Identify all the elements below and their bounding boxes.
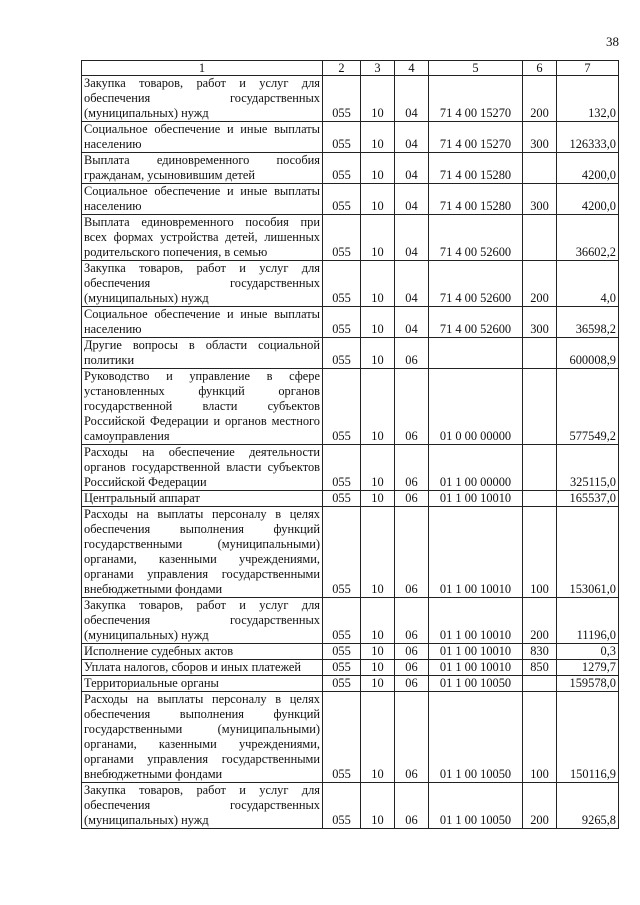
type-cell xyxy=(523,491,557,507)
code-cell: 71 4 00 15270 xyxy=(429,76,523,122)
type-cell: 300 xyxy=(523,184,557,215)
table-row xyxy=(82,598,619,644)
type-cell: 850 xyxy=(523,660,557,676)
col2-cell: 055 xyxy=(323,692,361,783)
type-cell: 200 xyxy=(523,76,557,122)
amount-cell: 9265,8 xyxy=(557,783,619,829)
column-header: 3 xyxy=(361,61,395,76)
column-header: 2 xyxy=(323,61,361,76)
row-name-cell: Закупка товаров, работ и услуг для обеспечения государственных (муниципальных) нужд xyxy=(82,783,323,829)
col4-cell: 04 xyxy=(395,122,429,153)
code-cell: 71 4 00 52600 xyxy=(429,307,523,338)
budget-table xyxy=(81,60,619,829)
code-cell: 71 4 00 52600 xyxy=(429,261,523,307)
col3-cell: 10 xyxy=(361,76,395,122)
code-cell: 01 0 00 00000 xyxy=(429,369,523,445)
page-number: 38 xyxy=(606,34,619,49)
col2-cell: 055 xyxy=(323,660,361,676)
row-name-cell: Социальное обеспечение и иные выплаты населению xyxy=(82,184,323,215)
amount-cell: 325115,0 xyxy=(557,445,619,491)
col4-cell: 06 xyxy=(395,491,429,507)
row-name-cell: Исполнение судебных актов xyxy=(82,644,323,660)
col3-cell: 10 xyxy=(361,184,395,215)
code-cell: 01 1 00 10010 xyxy=(429,660,523,676)
table-row xyxy=(82,644,619,660)
amount-cell: 159578,0 xyxy=(557,676,619,692)
col4-cell: 06 xyxy=(395,369,429,445)
amount-cell: 36602,2 xyxy=(557,215,619,261)
amount-cell: 132,0 xyxy=(557,76,619,122)
amount-cell: 165537,0 xyxy=(557,491,619,507)
table-row xyxy=(82,261,619,307)
code-cell: 01 1 00 10010 xyxy=(429,491,523,507)
row-name-cell: Территориальные органы xyxy=(82,676,323,692)
code-cell: 71 4 00 15280 xyxy=(429,184,523,215)
amount-cell: 1279,7 xyxy=(557,660,619,676)
col3-cell: 10 xyxy=(361,676,395,692)
amount-cell: 4200,0 xyxy=(557,184,619,215)
code-cell: 01 1 00 10010 xyxy=(429,507,523,598)
col3-cell: 10 xyxy=(361,660,395,676)
col2-cell: 055 xyxy=(323,184,361,215)
code-cell: 71 4 00 15270 xyxy=(429,122,523,153)
code-cell: 01 1 00 10050 xyxy=(429,692,523,783)
table-header-row xyxy=(82,61,619,76)
col2-cell: 055 xyxy=(323,507,361,598)
col3-cell: 10 xyxy=(361,783,395,829)
row-name-cell: Расходы на выплаты персоналу в целях обеспечения выполнения функций государственными (муниципальными) органами, казенными учреждениями, органами управления государственными внебюджетными фондами xyxy=(82,507,323,598)
col2-cell: 055 xyxy=(323,76,361,122)
col4-cell: 06 xyxy=(395,507,429,598)
row-name-cell: Закупка товаров, работ и услуг для обеспечения государственных (муниципальных) нужд xyxy=(82,598,323,644)
type-cell xyxy=(523,338,557,369)
row-name-cell: Расходы на обеспечение деятельности органов государственной власти субъектов Российской Федерации xyxy=(82,445,323,491)
col2-cell: 055 xyxy=(323,783,361,829)
col2-cell: 055 xyxy=(323,153,361,184)
table-row xyxy=(82,491,619,507)
col3-cell: 10 xyxy=(361,507,395,598)
table-row xyxy=(82,445,619,491)
col4-cell: 06 xyxy=(395,598,429,644)
col3-cell: 10 xyxy=(361,338,395,369)
row-name-cell: Социальное обеспечение и иные выплаты населению xyxy=(82,307,323,338)
row-name-cell: Социальное обеспечение и иные выплаты населению xyxy=(82,122,323,153)
type-cell xyxy=(523,676,557,692)
amount-cell: 4,0 xyxy=(557,261,619,307)
col3-cell: 10 xyxy=(361,122,395,153)
code-cell xyxy=(429,338,523,369)
type-cell: 300 xyxy=(523,307,557,338)
column-header: 7 xyxy=(557,61,619,76)
amount-cell: 0,3 xyxy=(557,644,619,660)
code-cell: 71 4 00 15280 xyxy=(429,153,523,184)
code-cell: 01 1 00 10050 xyxy=(429,676,523,692)
type-cell xyxy=(523,153,557,184)
row-name-cell: Выплата единовременного пособия гражданам, усыновившим детей xyxy=(82,153,323,184)
col4-cell: 06 xyxy=(395,445,429,491)
amount-cell: 153061,0 xyxy=(557,507,619,598)
col2-cell: 055 xyxy=(323,491,361,507)
row-name-cell: Центральный аппарат xyxy=(82,491,323,507)
col4-cell: 06 xyxy=(395,660,429,676)
table-row xyxy=(82,122,619,153)
col4-cell: 06 xyxy=(395,783,429,829)
col4-cell: 04 xyxy=(395,184,429,215)
amount-cell: 577549,2 xyxy=(557,369,619,445)
table-row xyxy=(82,184,619,215)
table-row xyxy=(82,307,619,338)
table-row xyxy=(82,338,619,369)
code-cell: 01 1 00 10010 xyxy=(429,644,523,660)
type-cell: 830 xyxy=(523,644,557,660)
col3-cell: 10 xyxy=(361,369,395,445)
col2-cell: 055 xyxy=(323,307,361,338)
col2-cell: 055 xyxy=(323,338,361,369)
amount-cell: 36598,2 xyxy=(557,307,619,338)
col2-cell: 055 xyxy=(323,369,361,445)
row-name-cell: Закупка товаров, работ и услуг для обеспечения государственных (муниципальных) нужд xyxy=(82,76,323,122)
col4-cell: 06 xyxy=(395,692,429,783)
column-header: 5 xyxy=(429,61,523,76)
table-row xyxy=(82,369,619,445)
type-cell: 200 xyxy=(523,783,557,829)
type-cell: 200 xyxy=(523,598,557,644)
row-name-cell: Руководство и управление в сфере установленных функций органов государственной власти субъектов Российской Федерации и органов местного самоуправления xyxy=(82,369,323,445)
code-cell: 01 1 00 10050 xyxy=(429,783,523,829)
col4-cell: 04 xyxy=(395,307,429,338)
table-row xyxy=(82,660,619,676)
col4-cell: 04 xyxy=(395,261,429,307)
amount-cell: 11196,0 xyxy=(557,598,619,644)
col3-cell: 10 xyxy=(361,491,395,507)
col4-cell: 06 xyxy=(395,676,429,692)
col4-cell: 04 xyxy=(395,215,429,261)
code-cell: 71 4 00 52600 xyxy=(429,215,523,261)
type-cell: 100 xyxy=(523,507,557,598)
amount-cell: 150116,9 xyxy=(557,692,619,783)
type-cell: 100 xyxy=(523,692,557,783)
amount-cell: 126333,0 xyxy=(557,122,619,153)
table-row xyxy=(82,507,619,598)
col3-cell: 10 xyxy=(361,445,395,491)
type-cell xyxy=(523,369,557,445)
col4-cell: 06 xyxy=(395,644,429,660)
col3-cell: 10 xyxy=(361,215,395,261)
table-row xyxy=(82,692,619,783)
table-row xyxy=(82,215,619,261)
col3-cell: 10 xyxy=(361,692,395,783)
col4-cell: 06 xyxy=(395,338,429,369)
col2-cell: 055 xyxy=(323,215,361,261)
table-row xyxy=(82,153,619,184)
table-row xyxy=(82,76,619,122)
col2-cell: 055 xyxy=(323,644,361,660)
col3-cell: 10 xyxy=(361,261,395,307)
col3-cell: 10 xyxy=(361,307,395,338)
column-header: 1 xyxy=(82,61,323,76)
code-cell: 01 1 00 10010 xyxy=(429,598,523,644)
type-cell xyxy=(523,215,557,261)
col2-cell: 055 xyxy=(323,598,361,644)
row-name-cell: Другие вопросы в области социальной политики xyxy=(82,338,323,369)
table-row xyxy=(82,676,619,692)
column-header: 6 xyxy=(523,61,557,76)
col2-cell: 055 xyxy=(323,261,361,307)
col2-cell: 055 xyxy=(323,122,361,153)
row-name-cell: Выплата единовременного пособия при всех формах устройства детей, лишенных родительского попечения, в семью xyxy=(82,215,323,261)
col3-cell: 10 xyxy=(361,644,395,660)
type-cell: 200 xyxy=(523,261,557,307)
table-row xyxy=(82,783,619,829)
col4-cell: 04 xyxy=(395,76,429,122)
row-name-cell: Расходы на выплаты персоналу в целях обеспечения выполнения функций государственными (муниципальными) органами, казенными учреждениями, органами управления государственными внебюджетными фондами xyxy=(82,692,323,783)
row-name-cell: Закупка товаров, работ и услуг для обеспечения государственных (муниципальных) нужд xyxy=(82,261,323,307)
amount-cell: 4200,0 xyxy=(557,153,619,184)
type-cell xyxy=(523,445,557,491)
col2-cell: 055 xyxy=(323,445,361,491)
code-cell: 01 1 00 00000 xyxy=(429,445,523,491)
col4-cell: 04 xyxy=(395,153,429,184)
column-header: 4 xyxy=(395,61,429,76)
col2-cell: 055 xyxy=(323,676,361,692)
col3-cell: 10 xyxy=(361,598,395,644)
row-name-cell: Уплата налогов, сборов и иных платежей xyxy=(82,660,323,676)
col3-cell: 10 xyxy=(361,153,395,184)
amount-cell: 600008,9 xyxy=(557,338,619,369)
type-cell: 300 xyxy=(523,122,557,153)
